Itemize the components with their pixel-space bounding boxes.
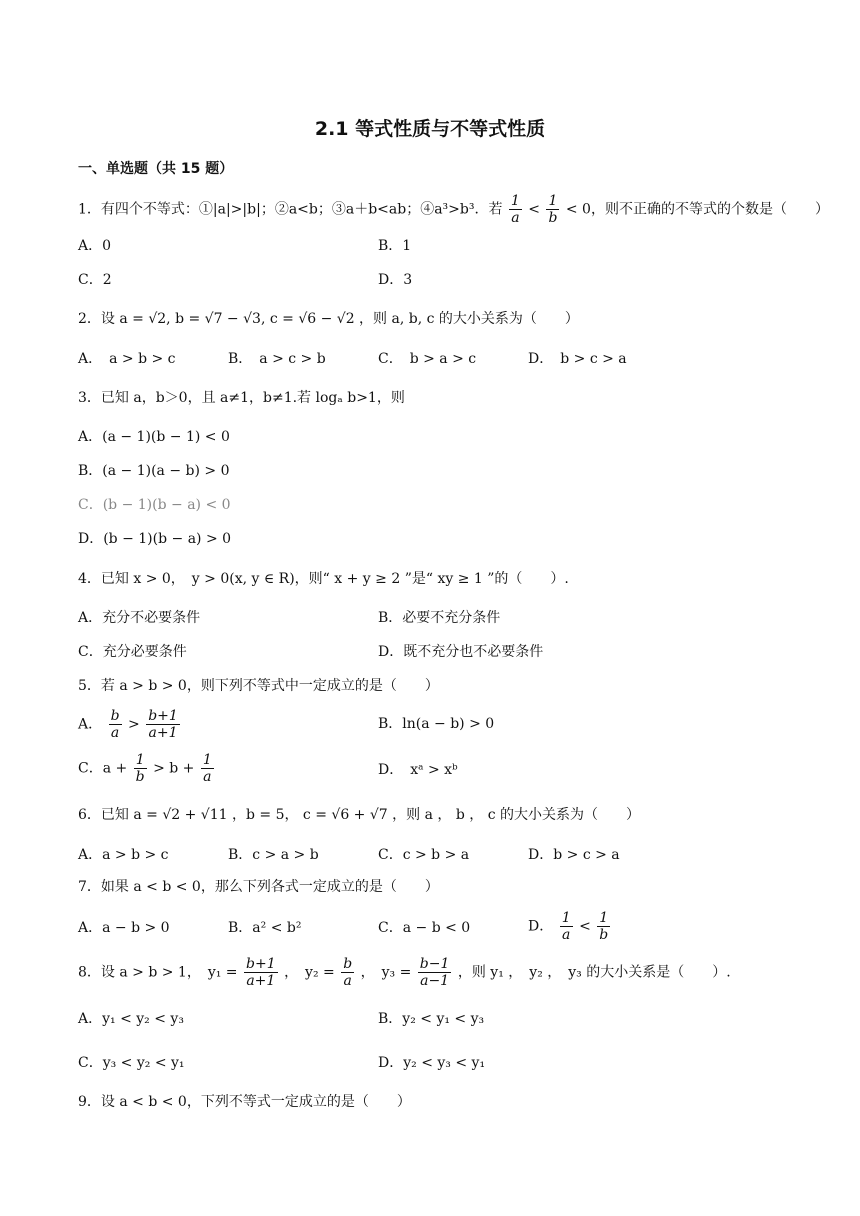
- q8-option-b: B．y₂ < y₁ < y₃: [378, 1011, 485, 1027]
- q1-option-b: B．1: [378, 238, 412, 254]
- q8-option-d: D．y₂ < y₃ < y₁: [378, 1055, 486, 1071]
- fraction: $\frac{1}{b}$: [135, 752, 145, 785]
- q4-option-b: B．必要不充分条件: [378, 610, 501, 626]
- q1-option-a: A．0: [78, 238, 112, 254]
- fraction: $\frac{1}{a}$: [202, 752, 212, 785]
- q2-option-d: D． b > c > a: [528, 351, 627, 367]
- question-4: 4．已知 x > 0， y > 0(x, y ∈ R)，则“ x + y ≥ 2 ”是“ xy ≥ 1 ”的（ ）.: [78, 571, 569, 587]
- q4-option-a: A．充分不必要条件: [78, 610, 201, 626]
- question-3: 3．已知 a，b＞0，且 a≠1，b≠1.若 logₐ b>1，则: [78, 390, 405, 406]
- q2-option-c: C． b > a > c: [378, 351, 477, 367]
- q7-option-a: A．a − b > 0: [78, 920, 170, 936]
- q3-option-b: B．(a − 1)(a − b) > 0: [78, 463, 230, 479]
- q2-option-a: A． a > b > c: [78, 351, 176, 367]
- question-8: 8．设 a > b > 1， y₁ = $\frac{b+1}{a+1}$ ， y₂ = $\frac{b}{a}$ ， y₃ = $\frac{b-1}{a-1}$ ，则 y₁ ， y₂ ， y₃ 的大小关系是（ ）.: [78, 956, 731, 989]
- question-5: 5．若 a > b > 0，则下列不等式中一定成立的是（ ）: [78, 678, 439, 694]
- fraction: $\frac{1}{a}$: [561, 910, 571, 943]
- q5-option-d: D． xᵃ > xᵇ: [378, 762, 458, 778]
- question-7: 7．如果 a < b < 0，那么下列各式一定成立的是（ ）: [78, 879, 439, 895]
- q6-option-c: C．c > b > a: [378, 847, 470, 863]
- fraction: $\frac{b+1}{a+1}$: [246, 956, 276, 989]
- q3-option-a: A．(a − 1)(b − 1) < 0: [78, 429, 230, 445]
- q5-option-b: B．ln(a − b) > 0: [378, 716, 495, 732]
- q2-option-b: B． a > c > b: [228, 351, 326, 367]
- q6-option-b: B．c > a > b: [228, 847, 319, 863]
- q1-option-d: D．3: [378, 272, 413, 288]
- q7-option-c: C．a − b < 0: [378, 920, 471, 936]
- q4-option-c: C．充分必要条件: [78, 644, 187, 660]
- question-9: 9．设 a < b < 0，下列不等式一定成立的是（ ）: [78, 1094, 411, 1110]
- q4-option-d: D．既不充分也不必要条件: [378, 644, 544, 660]
- fraction: $\frac{1}{b}$: [599, 910, 609, 943]
- fraction: $\frac{b-1}{a-1}$: [419, 956, 450, 989]
- q1-option-c: C．2: [78, 272, 112, 288]
- q6-option-d: D．b > c > a: [528, 847, 620, 863]
- question-1: 1．有四个不等式：①|a|>|b|；②a<b；③a＋b<ab；④a³>b³．若 $\frac{1}{a}$ < $\frac{1}{b}$ < 0，则不正确的不等式的个数是（ ）: [78, 193, 829, 226]
- q3-option-c: C．(b − 1)(b − a) < 0: [78, 497, 231, 513]
- q3-option-d: D．(b − 1)(b − a) > 0: [78, 531, 232, 547]
- section-heading: 一、单选题（共 15 题）: [78, 161, 234, 177]
- fraction: $\frac{b}{a}$: [343, 956, 353, 989]
- q7-option-b: B．a² < b²: [228, 920, 302, 936]
- q8-option-a: A．y₁ < y₂ < y₃: [78, 1011, 184, 1027]
- fraction: $\frac{b+1}{a+1}$: [148, 708, 178, 741]
- question-1-stem: 1．有四个不等式：①|a|>|b|；②a<b；③a＋b<ab；④a³>b³．若: [78, 201, 503, 218]
- fraction: $\frac{b}{a}$: [110, 708, 120, 741]
- q7-option-d: D． $\frac{1}{a}$ < $\frac{1}{b}$: [528, 910, 609, 943]
- fraction: $\frac{1}{b}$: [548, 193, 558, 226]
- question-6: 6．已知 a = √2 + √11 ，b = 5， c = √6 + √7 ，则 a ， b ， c 的大小关系为（ ）: [78, 807, 640, 823]
- question-2: 2．设 a = √2, b = √7 − √3, c = √6 − √2 ，则 a, b, c 的大小关系为（ ）: [78, 311, 579, 327]
- q6-option-a: A．a > b > c: [78, 847, 169, 863]
- q8-option-c: C．y₃ < y₂ < y₁: [78, 1055, 185, 1071]
- q5-option-a: A． $\frac{b}{a}$ > $\frac{b+1}{a+1}$: [78, 708, 178, 741]
- fraction: $\frac{1}{a}$: [510, 193, 520, 226]
- q5-option-c: C．a + $\frac{1}{b}$ > b + $\frac{1}{a}$: [78, 752, 212, 785]
- document-title: 2.1 等式性质与不等式性质: [314, 118, 546, 140]
